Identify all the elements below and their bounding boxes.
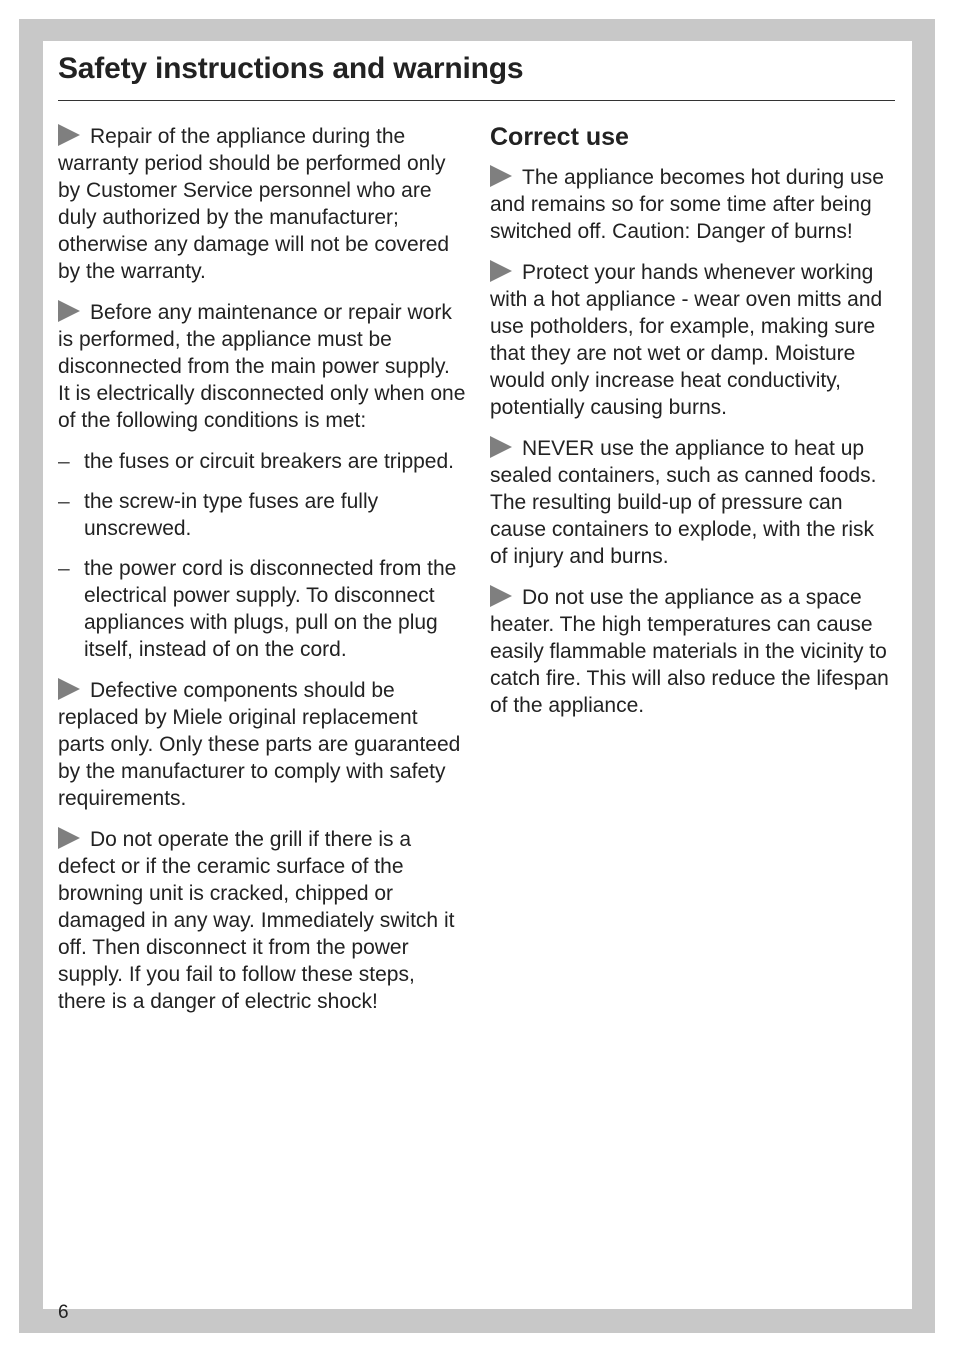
warning-paragraph bbox=[58, 826, 466, 1015]
paragraph-text: Do not operate the grill if there is a defect or if the ceramic surface of the browning unit is cracked, chipped or damaged in any way. Immediately switch it off. Then disconnect it from the power supply. If you fail to follow these steps, there is a danger of electric shock! bbox=[58, 828, 455, 1013]
paragraph-text: Protect your hands whenever working with a hot appliance - wear oven mitts and use potholders, for example, making sure that they are not wet or damp. Moisture would only increase heat conductivity, potentially causing burns. bbox=[490, 261, 883, 419]
title-divider bbox=[58, 100, 895, 101]
warning-paragraph bbox=[490, 259, 896, 421]
triangle-bullet-icon bbox=[490, 585, 512, 607]
warning-paragraph bbox=[490, 584, 896, 719]
paragraph-text: The appliance becomes hot during use and remains so for some time after being switched off. Caution: Danger of burns! bbox=[490, 166, 884, 243]
triangle-bullet-icon bbox=[490, 165, 512, 187]
dash-marker: – bbox=[58, 450, 70, 473]
warning-paragraph bbox=[58, 123, 466, 285]
warning-paragraph bbox=[58, 677, 466, 812]
right-column bbox=[490, 123, 896, 733]
triangle-bullet-icon bbox=[58, 678, 80, 700]
condition-text: the fuses or circuit breakers are tripped. bbox=[84, 450, 455, 473]
paragraph-text: Repair of the appliance during the warranty period should be performed only by Customer Service personnel who are duly authorized by the manufacturer; otherwise any damage will not be covered by the warranty. bbox=[58, 125, 450, 283]
paragraph-text: NEVER use the appliance to heat up sealed containers, such as canned foods. The resulting build-up of pressure can cause containers to explode, with the risk of injury and burns. bbox=[490, 437, 877, 568]
triangle-bullet-icon bbox=[58, 827, 80, 849]
triangle-bullet-icon bbox=[58, 300, 80, 322]
paragraph-text: Defective components should be replaced by Miele original replacement parts only. Only these parts are guaranteed by the manufacturer to comply with safety requirements. bbox=[58, 679, 461, 810]
paragraph-text: Do not use the appliance as a space heater. The high temperatures can cause easily flammable materials in the vicinity to catch fire. This will also reduce the lifespan of the appliance. bbox=[490, 586, 889, 717]
triangle-bullet-icon bbox=[490, 436, 512, 458]
condition-list-item bbox=[58, 448, 466, 475]
warning-paragraph bbox=[58, 299, 466, 434]
section-heading: Correct use bbox=[490, 123, 629, 151]
dash-marker: – bbox=[58, 490, 70, 513]
warning-paragraph bbox=[490, 164, 896, 245]
triangle-bullet-icon bbox=[490, 260, 512, 282]
page-number: 6 bbox=[58, 1302, 69, 1323]
condition-text: the power cord is disconnected from the electrical power supply. To disconnect appliances with plugs, pull on the plug itself, instead of on the cord. bbox=[84, 557, 457, 661]
paragraph-text: Before any maintenance or repair work is performed, the appliance must be disconnected from the main power supply. It is electrically disconnected only when one of the following conditions is met: bbox=[58, 301, 466, 432]
triangle-bullet-icon bbox=[58, 124, 80, 146]
left-column bbox=[58, 123, 466, 1029]
warning-paragraph bbox=[490, 435, 896, 570]
condition-list-item bbox=[58, 488, 466, 542]
page-title: Safety instructions and warnings bbox=[58, 52, 524, 85]
condition-text: the screw-in type fuses are fully unscrewed. bbox=[84, 490, 379, 540]
dash-marker: – bbox=[58, 557, 70, 580]
condition-list-item bbox=[58, 555, 466, 663]
